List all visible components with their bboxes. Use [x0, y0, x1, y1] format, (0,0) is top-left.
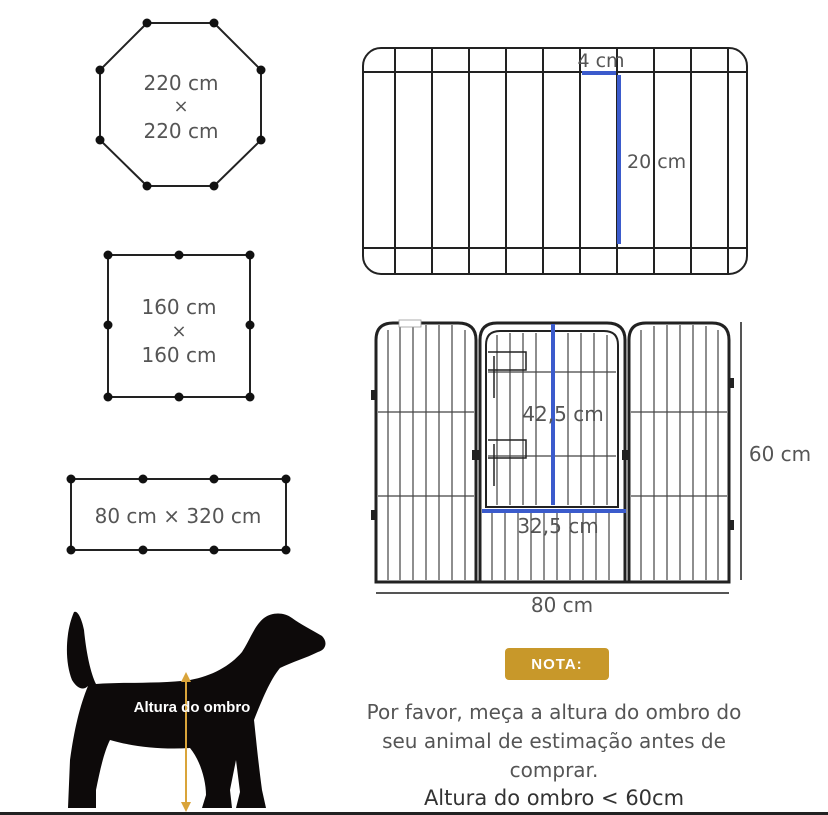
note-badge: NOTA: — [505, 648, 609, 680]
octagon-dim-line2: × — [173, 96, 189, 117]
octagon-dim-line3: 220 cm — [143, 119, 219, 143]
panel-width-label: 80 cm — [530, 593, 594, 617]
square-dim-line2: × — [171, 321, 187, 342]
dog-silhouette — [67, 612, 326, 812]
rectangle-layout — [67, 475, 291, 555]
octagon-dim-line1: 220 cm — [143, 71, 219, 95]
bar-height-label: 20 cm — [627, 151, 687, 173]
octagon-layout — [96, 19, 266, 191]
top-view-panel — [363, 48, 747, 274]
square-layout — [104, 251, 255, 402]
shoulder-height-limit: Altura do ombro < 60cm — [423, 786, 685, 810]
square-dim-line1: 160 cm — [141, 295, 217, 319]
bar-gap-label: 4 cm — [577, 50, 625, 72]
fence-panel — [371, 320, 811, 617]
square-dim-line3: 160 cm — [141, 343, 217, 367]
note-text: Por favor, meça a altura do ombro do seu animal de estimação antes de comprar. — [366, 700, 742, 782]
door-height-label: 42,5 cm — [522, 402, 604, 426]
shoulder-height-label: Altura do ombro — [133, 699, 251, 716]
door-width-label: 32,5 cm — [517, 514, 599, 538]
rectangle-dim-label: 80 cm × 320 cm — [94, 504, 262, 528]
panel-height-label: 60 cm — [748, 442, 812, 466]
